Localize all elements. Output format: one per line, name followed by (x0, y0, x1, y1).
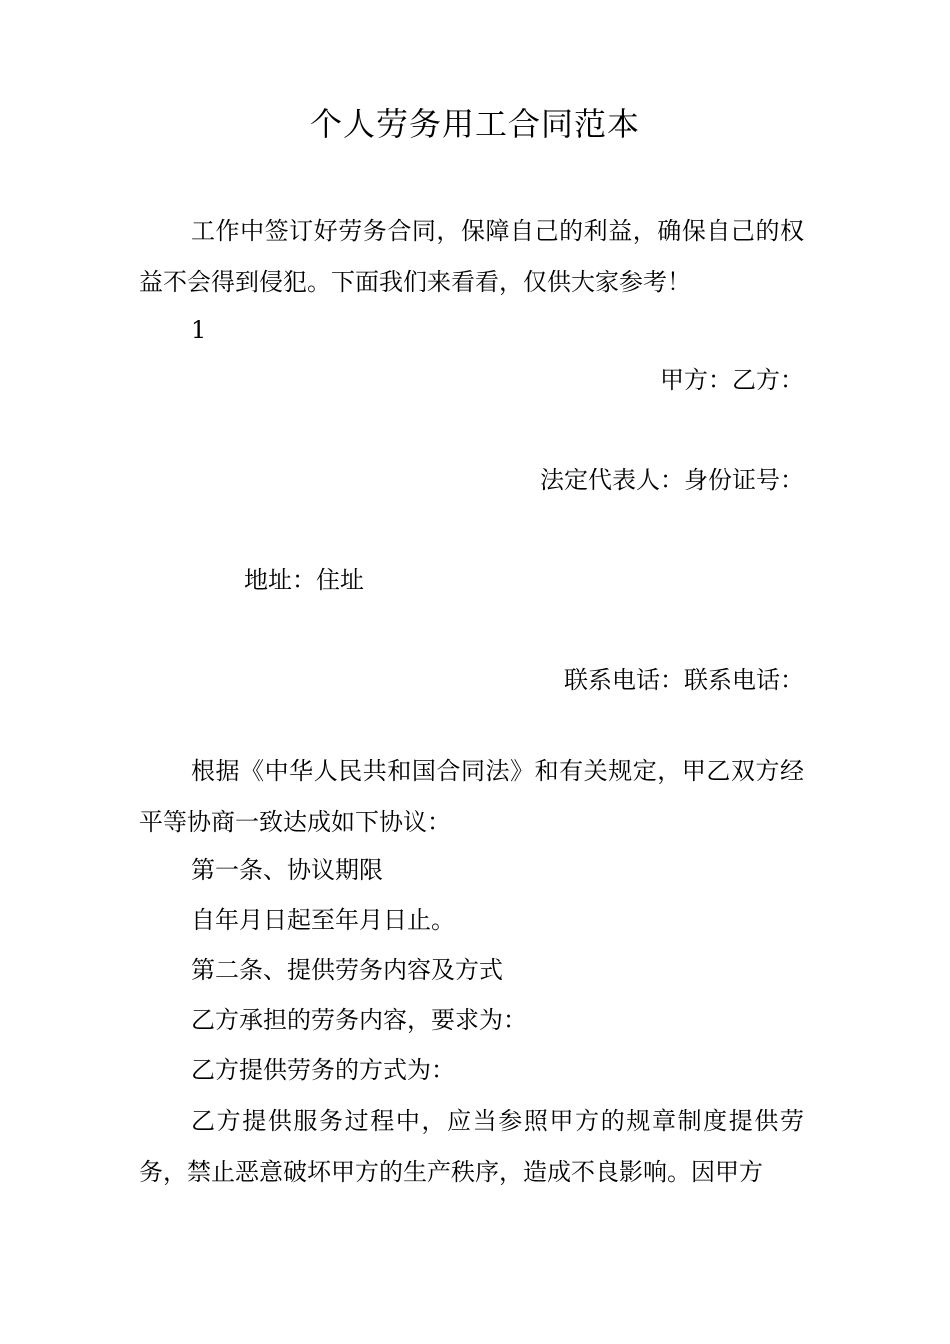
article1-title: 第一条、协议期限 (191, 856, 383, 884)
party-line: 甲方：乙方： (660, 366, 804, 394)
article1-body: 自年月日起至年月日止。 (191, 906, 455, 934)
intro-paragraph: 工作中签订好劳务合同，保障自己的利益，确保自己的权益不会得到侵犯。下面我们来看看，仅供大家参考！ (139, 217, 804, 296)
address-line: 地址：住址 (244, 566, 364, 594)
article2-title: 第二条、提供劳务内容及方式 (191, 956, 503, 984)
representative-line: 法定代表人：身份证号： (540, 466, 804, 494)
article2-content: 乙方承担的劳务内容，要求为： (191, 1006, 527, 1034)
document-title: 个人劳务用工合同范本 (309, 105, 640, 143)
contact-line: 联系电话：联系电话： (564, 666, 804, 694)
article2-body: 乙方提供服务过程中，应当参照甲方的规章制度提供劳务，禁止恶意破坏甲方的生产秩序，造成不良影响。因甲方 (139, 1107, 804, 1186)
article2-method: 乙方提供劳务的方式为： (191, 1056, 455, 1084)
section-number: 1 (191, 316, 207, 344)
basis-paragraph: 根据《中华人民共和国合同法》和有关规定，甲乙双方经平等协商一致达成如下协议： (139, 757, 804, 836)
